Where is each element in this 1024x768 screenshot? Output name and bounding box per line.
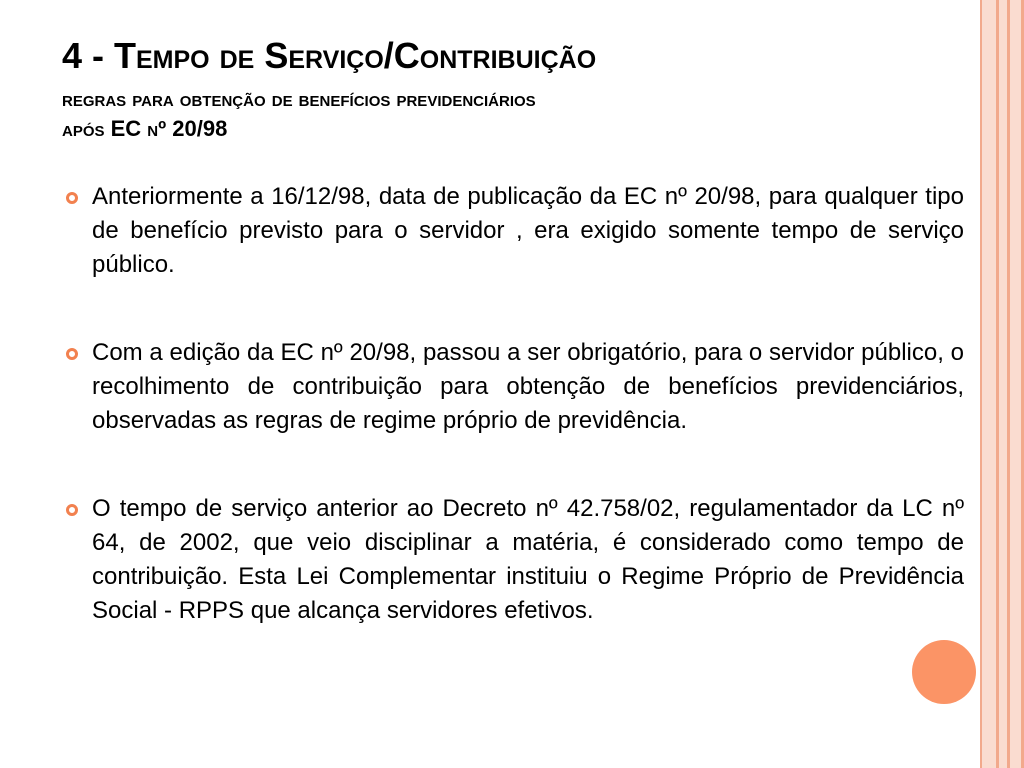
- slide-content: [64, 180, 964, 628]
- list-item: [64, 180, 964, 282]
- list-item: [64, 492, 964, 628]
- stripe-line: [996, 0, 999, 768]
- bullet-text: O tempo de serviço anterior ao Decreto nº 42.758/02, regulamentador da LC nº 64, de 2002, que veio disciplinar a matéria, é considerado como tempo de contribuição. Esta Lei Complementar instituiu o Regime Próprio de Previdência Social - RPPS que alcança servidores efetivos.: [92, 495, 964, 624]
- decorative-stripes: [980, 0, 1024, 768]
- subtitle-number: 20/98: [172, 116, 228, 141]
- bullet-circle-icon: [66, 504, 78, 516]
- slide-subtitle: [62, 84, 942, 144]
- bullet-circle-icon: [66, 348, 78, 360]
- subtitle-line-1: regras para obtenção de benefícios previdenciários: [62, 86, 536, 111]
- stripe-line: [980, 0, 982, 768]
- subtitle-line-2: [62, 114, 942, 144]
- subtitle-no: nº: [141, 116, 173, 141]
- bullet-text: Anteriormente a 16/12/98, data de publicação da EC nº 20/98, para qualquer tipo de benefício previsto para o servidor , era exigido somente tempo de serviço público.: [92, 183, 964, 278]
- list-item: [64, 336, 964, 438]
- subtitle-ec: EC: [110, 116, 142, 141]
- slide-title: 4 - Tempo de Serviço/Contribuição: [62, 35, 597, 76]
- subtitle-prefix: após: [62, 116, 111, 141]
- slide-header: [62, 34, 942, 144]
- bullet-circle-icon: [66, 192, 78, 204]
- stripe-line: [1007, 0, 1010, 768]
- decorative-circle: [912, 640, 976, 704]
- bullet-text: Com a edição da EC nº 20/98, passou a ser obrigatório, para o servidor público, o recolhimento de contribuição para obtenção de benefícios previdenciários, observadas as regras de regime próprio de previdência.: [92, 339, 964, 434]
